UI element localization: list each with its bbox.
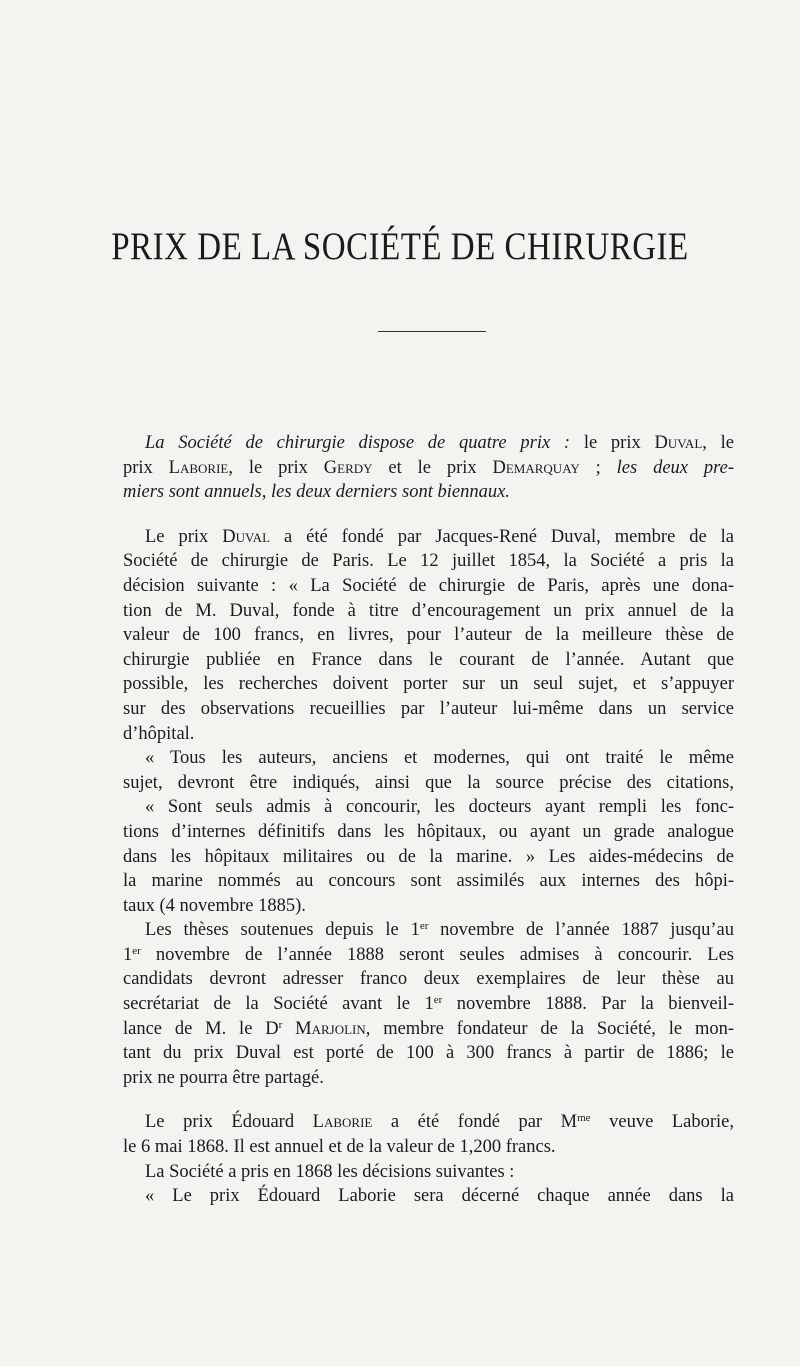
text-line: candidats devront adresser franco deux exemplaires de leur thèse au	[123, 969, 734, 990]
text-line: tions d’internes définitifs dans les hôpitaux, ou ayant un grade analogue	[123, 821, 734, 842]
paragraph-decisions	[123, 1160, 734, 1185]
paragraph-authors	[123, 746, 734, 795]
text-line: miers sont annuels, les deux derniers sont biennaux.	[123, 482, 510, 503]
text-line: la marine nommés au concours sont assimilés aux internes des hôpi-	[123, 871, 734, 892]
paragraph-laborie	[123, 1110, 734, 1159]
text-line: « Tous les auteurs, anciens et modernes, qui ont traité le même	[145, 748, 734, 769]
text-line: décision suivante : « La Société de chirurgie de Paris, après une dona-	[123, 575, 734, 596]
text-line: chirurgie publiée en France dans le courant de l’année. Autant que	[123, 649, 734, 670]
text-line: sur des observations recueillies par l’auteur lui-même dans un service	[123, 698, 734, 719]
text-line: 1er novembre de l’année 1888 seront seules admises à concourir. Les	[123, 944, 734, 965]
text-line: le 6 mai 1868. Il est annuel et de la valeur de 1,200 francs.	[123, 1137, 556, 1158]
text-line: tion de M. Duval, fonde à titre d’encouragement un prix annuel de la	[123, 600, 734, 621]
text-line: La Société a pris en 1868 les décisions suivantes :	[145, 1161, 515, 1182]
text-line: Société de chirurgie de Paris. Le 12 juillet 1854, la Société a pris la	[123, 551, 734, 572]
text-line: d’hôpital.	[123, 723, 195, 744]
title-divider	[378, 331, 486, 332]
text-line: sujet, devront être indiqués, ainsi que la source précise des citations,	[123, 772, 734, 793]
text-line: lance de M. le $D^r$ Marjolin, membre fondateur de la Société, le mon-	[123, 1018, 734, 1039]
text-line: Le prix Duval a été fondé par Jacques-René Duval, membre de la	[145, 526, 735, 547]
intro-paragraph	[123, 431, 734, 505]
paragraph-eligibility	[123, 795, 734, 918]
text-line: possible, les recherches doivent porter sur un seul sujet, et s’appuyer	[123, 674, 734, 695]
text-line: taux (4 novembre 1885).	[123, 895, 306, 916]
text-line: Les thèses soutenues depuis le 1er novembre de l’année 1887 jusqu’au	[145, 920, 734, 941]
text-line: prix Laborie, le prix Gerdy et le prix Demarquay ; les deux pre-	[123, 457, 734, 478]
document-body	[123, 431, 734, 1209]
paragraph-duval	[123, 525, 734, 746]
text-line: « Sont seuls admis à concourir, les docteurs ayant rempli les fonc-	[145, 797, 734, 818]
paragraph-laborie-rules	[123, 1184, 734, 1209]
text-line: prix ne pourra être partagé.	[123, 1067, 324, 1088]
text-line: « Le prix Édouard Laborie sera décerné chaque année dans la	[145, 1186, 734, 1207]
text-line: La Société de chirurgie dispose de quatre prix : le prix Duval, le	[145, 433, 734, 453]
paragraph-theses	[123, 918, 734, 1090]
text-line: dans les hôpitaux militaires ou de la marine. » Les aides-médecins de	[123, 846, 734, 867]
text-line: valeur de 100 francs, en livres, pour l’auteur de la meilleure thèse de	[123, 625, 734, 646]
text-line: Le prix Édouard Laborie a été fondé par $M^{me}$ veuve Laborie,	[145, 1112, 734, 1133]
page-title: PRIX DE LA SOCIÉTÉ DE CHIRURGIE	[111, 226, 689, 269]
text-line: tant du prix Duval est porté de 100 à 300 francs à partir de 1886; le	[123, 1043, 734, 1064]
text-line: secrétariat de la Société avant le 1er novembre 1888. Par la bienveil-	[123, 994, 734, 1015]
